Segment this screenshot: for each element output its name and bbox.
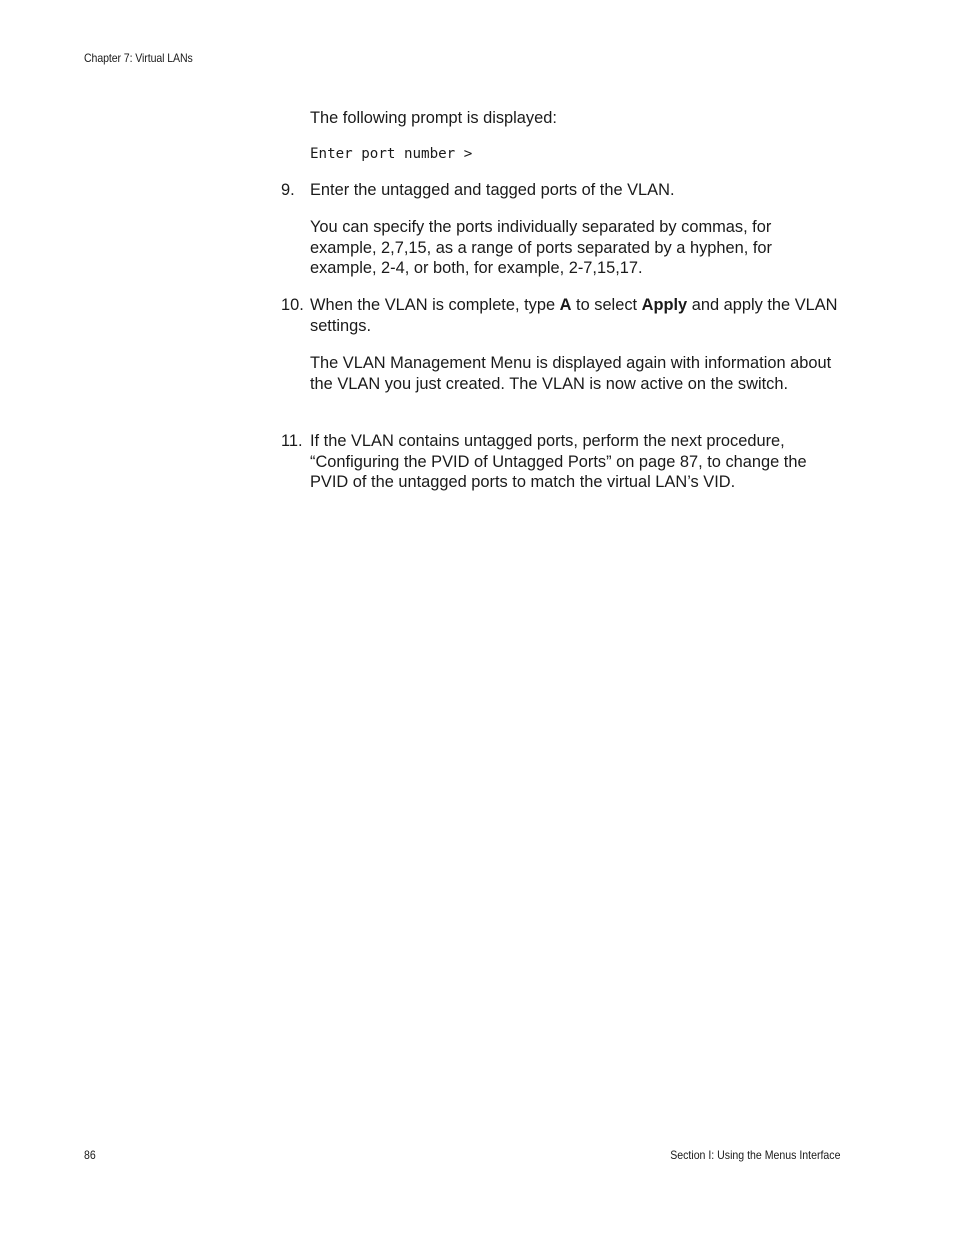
running-head: Chapter 7: Virtual LANs [84, 51, 193, 65]
step-10-detail: The VLAN Management Menu is displayed again with information about the VLAN you just created. The VLAN is now active on the switch. [310, 354, 832, 393]
step-text [310, 295, 841, 336]
section-title: Section I: Using the Menus Interface [669, 1148, 840, 1162]
prompt-code: Enter port number > [310, 146, 473, 162]
step-text: Enter the untagged and tagged ports of the VLAN. [310, 181, 675, 199]
page-number: 86 [84, 1148, 96, 1162]
key-name: A [559, 296, 572, 314]
step-text-part: to select [571, 296, 642, 314]
step-number: 11. [281, 432, 303, 450]
step-text: If the VLAN contains untagged ports, perform the next procedure, “Configuring the PVID of Untagged Ports” on page 87, to change the PVID of the untagged ports to match the virtual LAN’s VID. [310, 432, 807, 491]
step-text-part: and apply the VLAN settings. [310, 296, 838, 335]
step-number: 10. [281, 296, 304, 314]
intro-paragraph: The following prompt is displayed: [310, 109, 557, 127]
step-9-detail: You can specify the ports individually separated by commas, for example, 2,7,15, as a range of ports separated by a hyphen, for example, 2-4, or both, for example, 2-7,15,17. [310, 218, 772, 277]
step-text-part: When the VLAN is complete, type [310, 296, 560, 314]
command-name: Apply [641, 296, 688, 314]
step-number: 9. [281, 181, 295, 199]
